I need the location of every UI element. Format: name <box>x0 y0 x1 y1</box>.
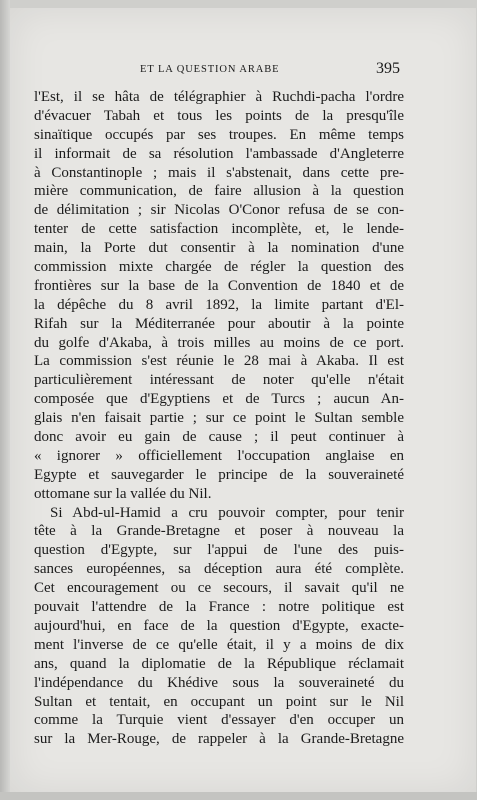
text-line: comme la Turquie vient d'essayer d'en occuper un <box>34 712 404 729</box>
text-line: Cet encouragement ou ce secours, il savait qu'il ne <box>34 580 404 597</box>
text-line: sinaïtique occupés par ses troupes. En même temps <box>34 126 404 143</box>
text-line: d'évacuer Tabah et tous les points de la presqu'île <box>34 107 404 124</box>
text-line: tenter de cette satisfaction incomplète, et, le lende- <box>34 221 404 238</box>
text-line: particulièrement intéressant de noter qu'elle n'était <box>34 372 404 389</box>
text-line: mière communication, de faire allusion à la question <box>34 183 404 200</box>
running-head <box>22 60 400 80</box>
text-line: Rifah sur la Méditerranée pour aboutir à la pointe <box>34 315 404 332</box>
text-line: sances européennes, sa déception aura été complète. <box>34 561 404 578</box>
paragraph-2 <box>34 504 404 750</box>
text-line: glais n'en faisait partie ; sur ce point le Sultan semble <box>34 410 404 427</box>
text-line: donc avoir eu gain de cause ; il peut continuer à <box>34 429 404 446</box>
text-line: l'Est, il se hâta de télégraphier à Ruchdi-pacha l'ordre <box>34 89 404 105</box>
text-line: main, la Porte dut consentir à la nomination d'une <box>34 240 404 257</box>
text-line: l'indépendance du Khédive sous la souveraineté du <box>34 674 404 691</box>
text-line: commission mixte chargée de régler la question des <box>34 259 404 276</box>
text-line: sur la Mer-Rouge, de rappeler à la Grande-Bretagne <box>34 731 404 748</box>
text-line: « ignorer » officiellement l'occupation anglaise en <box>34 447 404 464</box>
running-title: ET LA QUESTION ARABE <box>140 64 280 75</box>
text-line: composée que d'Egyptiens et de Turcs ; aucun An- <box>34 391 404 408</box>
text-line: il informait de sa résolution l'ambassade d'Angleterre <box>34 145 404 162</box>
text-line: La commission s'est réunie le 28 mai à Akaba. Il est <box>34 353 404 370</box>
paragraph-1 <box>34 88 404 504</box>
text-line: ottomane sur la vallée du Nil. <box>34 485 212 502</box>
text-line: Sultan et tentait, en occupant un point sur le Nil <box>34 693 404 710</box>
text-line: aujourd'hui, en face de la question d'Egypte, exacte- <box>34 617 404 634</box>
text-line: question d'Egypte, sur l'appui de l'une des puis- <box>34 542 404 559</box>
text-line: la dépêche du 8 avril 1892, la limite partant d'El- <box>34 296 404 313</box>
page-bottom-edge <box>0 792 477 800</box>
text-line: ment l'inverse de ce qu'elle était, il y a moins de dix <box>34 636 404 653</box>
text-line: du golfe d'Akaba, à trois milles au moins de ce port. <box>34 334 404 351</box>
text-line: Si Abd-ul-Hamid a cru pouvoir compter, pour tenir <box>50 504 404 521</box>
text-line: Egypte et sauvegarder le principe de la souveraineté <box>34 466 404 483</box>
text-line: frontières sur la base de la Convention de 1840 et de <box>34 277 404 294</box>
body-text <box>34 88 404 749</box>
page-number: 395 <box>376 60 400 77</box>
page-gutter-shadow <box>0 0 10 800</box>
text-line: ans, quand la diplomatie de la République réclamait <box>34 655 404 672</box>
text-line: tête à la Grande-Bretagne et poser à nouveau la <box>34 523 404 540</box>
text-line: de délimitation ; sir Nicolas O'Conor refusa de se con- <box>34 202 404 219</box>
text-line: pouvait l'attendre de la France : notre politique est <box>34 599 404 616</box>
text-line: à Constantinople ; mais il s'abstenait, dans cette pre- <box>34 164 404 181</box>
